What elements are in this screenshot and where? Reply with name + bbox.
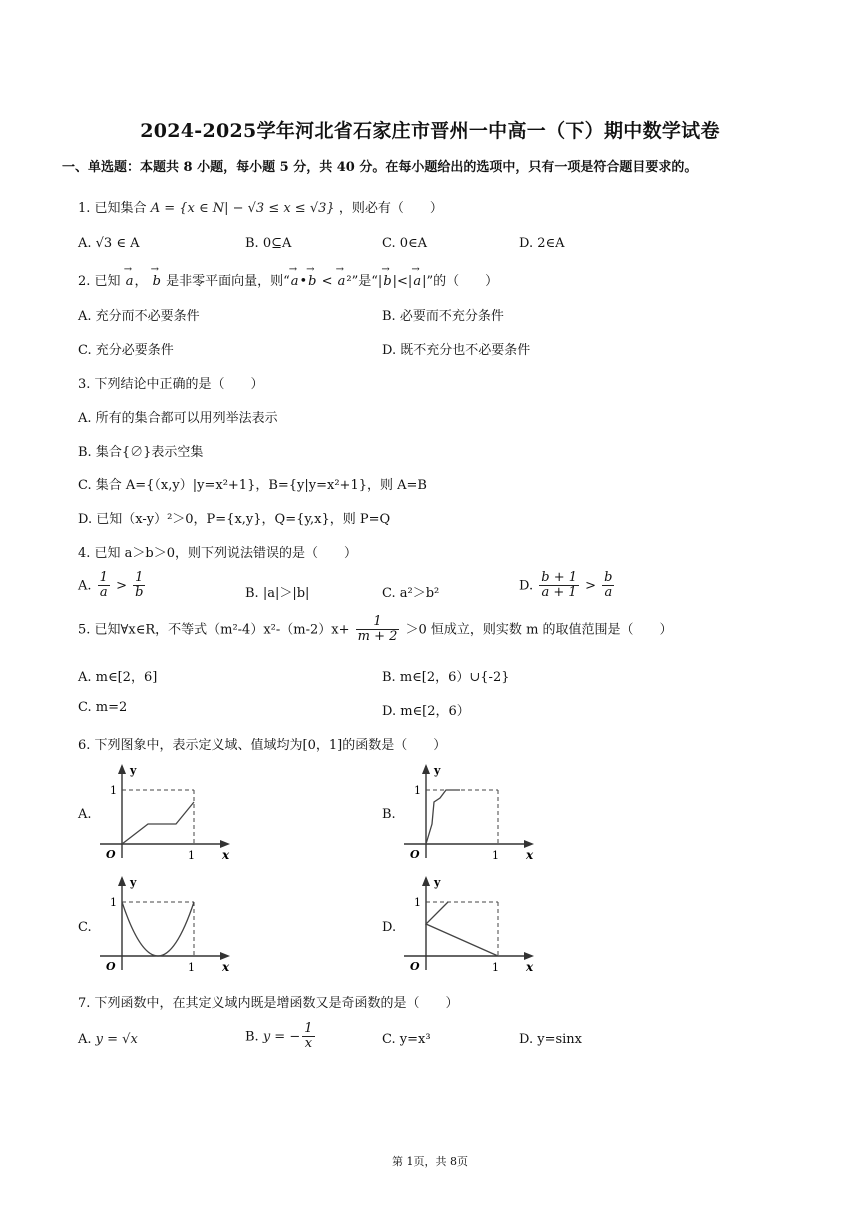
q3-option-a: A. 所有的集合都可以用列举法表示 bbox=[78, 411, 278, 426]
q1-option-b: B. 0⊆A bbox=[245, 236, 292, 251]
q4-option-a: A. $\frac{1}{a}$ > $\frac{1}{b}$ bbox=[78, 570, 144, 601]
axis-x-label: x bbox=[526, 960, 534, 974]
fraction-1-over-m2: $\frac{1}{m + 2}$ bbox=[357, 614, 398, 645]
tick-one: 1 bbox=[110, 896, 117, 909]
fraction-b1-over-a1: $\frac{b + 1}{a + 1}$ bbox=[541, 570, 577, 601]
q3-option-d: D. 已知（x-y）²＞0，P={x,y}，Q={y,x}，则 P=Q bbox=[78, 512, 391, 527]
question-6-stem: 6. 下列图象中，表示定义域、值域均为[0，1]的函数是（ ） bbox=[78, 738, 447, 753]
q5-option-d: D. m∈[2，6） bbox=[382, 704, 470, 719]
vector-a: → a bbox=[412, 274, 422, 289]
tick-one: 1 bbox=[414, 896, 421, 909]
tick-one: 1 bbox=[188, 849, 195, 862]
q5-prefix: 5. 已知∀x∈R，不等式（m²-4）x²-（m-2）x+ bbox=[78, 622, 350, 638]
axis-y-label: y bbox=[434, 764, 441, 777]
tick-one: 1 bbox=[492, 961, 499, 974]
origin-label: O bbox=[106, 848, 116, 861]
question-5-stem bbox=[78, 615, 673, 645]
q7-option-a: A. y = √x bbox=[78, 1032, 138, 1047]
q2-option-d: D. 既不充分也不必要条件 bbox=[382, 343, 531, 358]
q3-option-b: B. 集合{∅}表示空集 bbox=[78, 445, 204, 460]
q1-suffix: ，则必有（ ） bbox=[338, 201, 443, 216]
q3-option-c: C. 集合 A={（x,y）|y=x²+1}，B={y|y=x²+1}，则 A=B bbox=[78, 478, 427, 493]
q2-mid1: 是非零平面向量，则“ bbox=[166, 274, 290, 289]
origin-label: O bbox=[106, 960, 116, 973]
graph-b bbox=[400, 762, 550, 864]
graph-d bbox=[400, 874, 550, 976]
axis-x-label: x bbox=[222, 848, 230, 862]
tick-one: 1 bbox=[414, 784, 421, 797]
origin-label: O bbox=[410, 960, 420, 973]
fraction-1-over-x: $\frac{1}{x}$ bbox=[304, 1021, 313, 1052]
q2-mid2: ”是“| bbox=[351, 274, 383, 289]
q5-suffix: ＞0 恒成立，则实数 m 的取值范围是（ ） bbox=[405, 622, 673, 638]
q6-option-c-label: C. bbox=[78, 920, 92, 935]
q6-option-b-label: B. bbox=[382, 807, 396, 822]
q4-option-c: C. a²＞b² bbox=[382, 586, 440, 601]
q5-option-c: C. m=2 bbox=[78, 700, 128, 715]
tick-one: 1 bbox=[110, 784, 117, 797]
axis-y-label: y bbox=[434, 876, 441, 889]
question-7-stem: 7. 下列函数中，在其定义域内既是增函数又是奇函数的是（ ） bbox=[78, 996, 459, 1011]
q1-math: A = {x ∈ N| − √3 ≤ x ≤ √3} bbox=[150, 201, 335, 216]
fraction-b-over-a: $\frac{b}{a}$ bbox=[604, 570, 613, 601]
vector-b: → b bbox=[307, 274, 317, 289]
q1-prefix: 1. 已知集合 bbox=[78, 201, 147, 216]
axis-y-label: y bbox=[130, 764, 137, 777]
q7-option-d: D. y=sinx bbox=[519, 1032, 582, 1047]
axis-x-label: x bbox=[526, 848, 534, 862]
page-footer: 第 1页，共 8页 bbox=[392, 1155, 468, 1168]
q6-option-d-label: D. bbox=[382, 920, 397, 935]
vector-a: → a bbox=[337, 274, 347, 289]
axis-x-label: x bbox=[222, 960, 230, 974]
q1-option-d: D. 2∈A bbox=[519, 236, 565, 251]
axis-y-label: y bbox=[130, 876, 137, 889]
q7-option-b: B. y = − $\frac{1}{x}$ bbox=[245, 1021, 313, 1052]
q4-option-d: D. $\frac{b + 1}{a + 1}$ > $\frac{b}{a}$ bbox=[519, 570, 613, 601]
question-4-stem: 4. 已知 a＞b＞0，则下列说法错误的是（ ） bbox=[78, 546, 358, 561]
question-3-stem: 3. 下列结论中正确的是（ ） bbox=[78, 377, 264, 392]
tick-one: 1 bbox=[188, 961, 195, 974]
tick-one: 1 bbox=[492, 849, 499, 862]
q7-option-c: C. y=x³ bbox=[382, 1032, 431, 1047]
section-heading: 一、单选题：本题共 8 小题，每小题 5 分，共 40 分。在每小题给出的选项中，只有一项是符合题目要求的。 bbox=[62, 160, 698, 175]
fraction-1-over-b: $\frac{1}{b}$ bbox=[135, 570, 144, 601]
graph-a bbox=[96, 762, 246, 864]
q2-mid3: |”的（ ） bbox=[422, 274, 499, 289]
q1-option-c: C. 0∈A bbox=[382, 236, 428, 251]
vector-b: → b bbox=[152, 274, 162, 289]
q5-option-a: A. m∈[2，6] bbox=[78, 670, 158, 685]
q2-option-b: B. 必要而不充分条件 bbox=[382, 309, 504, 324]
vector-a: → a bbox=[125, 274, 135, 289]
vector-b: → b bbox=[382, 274, 392, 289]
vector-a: → a bbox=[290, 274, 300, 289]
question-2-stem: 2. 已知 → a， → b 是非零平面向量，则“→ a•→ b < → a²”是“|→ b|<|→ a|”的（ ） bbox=[78, 270, 498, 289]
origin-label: O bbox=[410, 848, 420, 861]
q5-option-b: B. m∈[2，6）∪{-2} bbox=[382, 670, 510, 685]
question-1-stem bbox=[78, 197, 443, 216]
q2-prefix: 2. 已知 bbox=[78, 274, 121, 289]
formula-y-neg-inverse: y = − bbox=[262, 1029, 301, 1045]
q1-option-a: A. √3 ∈ A bbox=[78, 236, 140, 251]
q6-option-a-label: A. bbox=[78, 807, 92, 822]
fraction-1-over-a: $\frac{1}{a}$ bbox=[99, 570, 108, 601]
q4-option-b: B. |a|＞|b| bbox=[245, 586, 310, 601]
q2-option-c: C. 充分必要条件 bbox=[78, 343, 174, 358]
formula-y-sqrt-x: y = √x bbox=[95, 1032, 138, 1047]
graph-c bbox=[96, 874, 246, 976]
page-title: 2024-2025学年河北省石家庄市晋州一中高一（下）期中数学试卷 bbox=[140, 120, 720, 142]
q2-option-a: A. 充分而不必要条件 bbox=[78, 309, 200, 324]
